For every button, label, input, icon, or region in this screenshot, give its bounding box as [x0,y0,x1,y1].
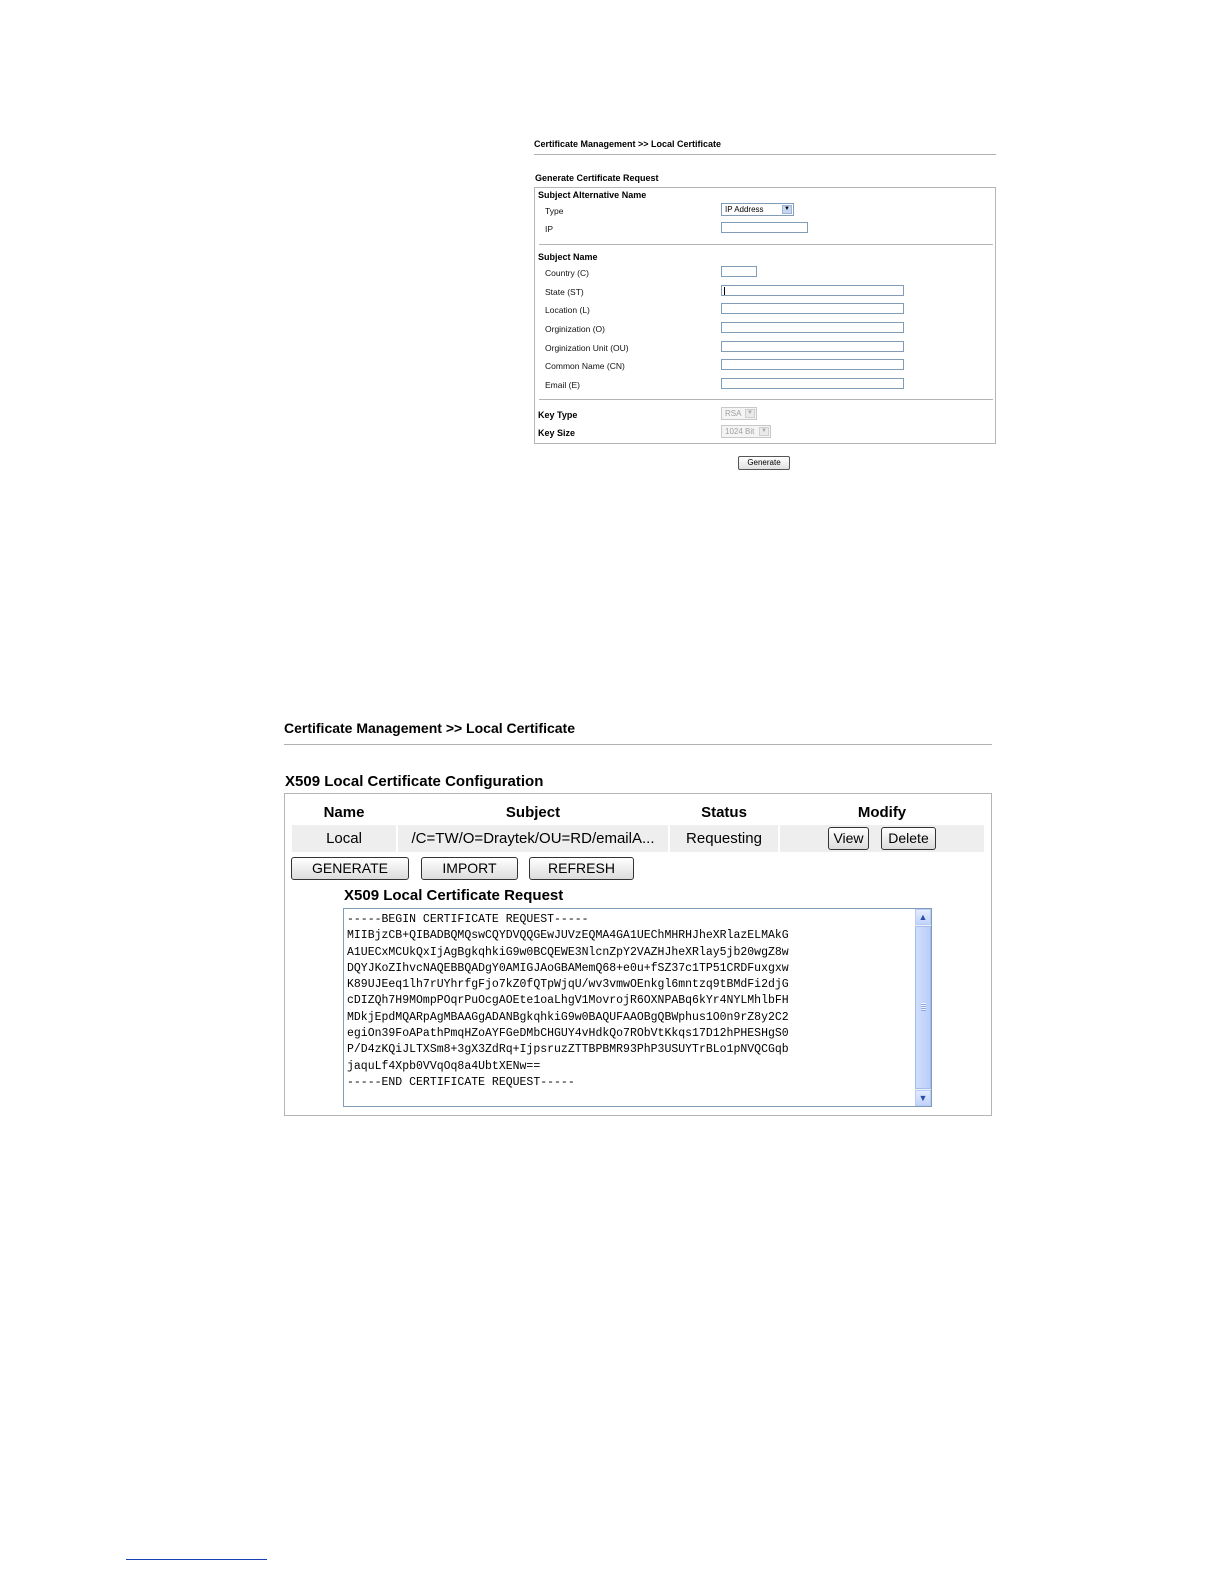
state-label: State (ST) [545,287,584,297]
country-input[interactable] [721,266,757,277]
refresh-button[interactable]: REFRESH [529,857,634,880]
scroll-thumb[interactable] [915,926,931,1089]
column-header-modify: Modify [857,804,907,821]
grip-icon [921,1003,926,1011]
chevron-down-icon: ▼ [782,205,792,214]
certificate-request-textarea[interactable] [343,908,932,1107]
column-header-subject: Subject [505,804,561,821]
subject-alt-name-title: Subject Alternative Name [538,190,647,200]
cell-name: Local [292,825,396,852]
table-row [292,825,984,852]
common-name-input[interactable] [721,359,904,370]
section-title: X509 Local Certificate Configuration [285,773,544,790]
state-input[interactable] [721,285,904,296]
location-label: Location (L) [545,305,590,315]
subject-name-title: Subject Name [538,252,598,262]
cell-subject: /C=TW/O=Draytek/OU=RD/emailA... [398,825,668,852]
type-label: Type [545,206,564,216]
column-header-status: Status [701,804,747,821]
generate-request-panel [534,139,996,467]
key-size-value: 1024 Bit [725,427,755,436]
scroll-up-icon[interactable]: ▲ [915,909,931,925]
ip-label: IP [545,224,554,234]
title-divider [284,744,992,745]
divider [539,244,993,245]
key-type-select [721,407,757,420]
common-name-label: Common Name (CN) [545,361,625,371]
footnote-divider [126,1559,267,1560]
ip-input[interactable] [721,222,808,233]
key-size-label: Key Size [538,428,576,438]
local-certificate-panel [284,720,992,1103]
email-input[interactable] [721,378,904,389]
generate-button[interactable]: Generate [738,456,790,470]
title-divider [534,154,996,155]
vertical-scrollbar[interactable] [915,909,931,1106]
request-title: X509 Local Certificate Request [344,887,564,904]
key-size-select [721,425,771,438]
type-select-value: IP Address [725,205,764,214]
column-header-name: Name [323,804,365,821]
section-title: Generate Certificate Request [535,173,659,183]
text-cursor [724,287,725,295]
organization-unit-input[interactable] [721,341,904,352]
certificate-config-box [284,793,992,1116]
email-label: Email (E) [545,380,580,390]
type-select[interactable] [721,203,794,216]
generate-request-form [534,187,996,444]
chevron-down-icon: ▼ [759,427,769,436]
cell-status: Requesting [670,825,778,852]
organization-input[interactable] [721,322,904,333]
generate-button[interactable]: GENERATE [291,857,409,880]
organization-label: Orginization (O) [545,324,605,334]
scroll-down-icon[interactable]: ▼ [915,1090,931,1106]
key-type-value: RSA [725,409,742,418]
breadcrumb: Certificate Management >> Local Certificate [284,720,575,736]
breadcrumb: Certificate Management >> Local Certificate [534,139,722,149]
import-button[interactable]: IMPORT [421,857,518,880]
chevron-down-icon: ▼ [745,409,755,418]
location-input[interactable] [721,303,904,314]
organization-unit-label: Orginization Unit (OU) [545,343,629,353]
certificate-request-text: -----BEGIN CERTIFICATE REQUEST----- MIIBjzCB+QIBADBQMQswCQYDVQQGEwJUVzEQMA4GA1UEChMHRHJheXRlazELMAkG A1UECxMCUkQxIjAgBgkqhkiG9w0BCQEWE3NlcnZpY2VAZHJheXRlay5jb20wgZ8w DQYJKoZIhvcNAQEBBQADgY0AMIGJAoGBAMemQ68+e0u+fSZ37c1TP51CRDFuxgxw K89UJEeq1lh7rUYhrfgFjo7kZ0fQTpWjqU/wv3vmwOEnkgl6mntzq9tBMdFi2djG cDIZQh7H9MOmpPOqrPuOcgAOEte1oaLhgV1MovrojR6OXNPABq6kYr4NYLMhlbFH MDkjEpdMQARpAgMBAAGgADANBgkqhkiG9w0BAQUFAAOBgQBWphus1O0n9rZ8y2C2 egiOn39FoAPathPmqHZoAYFGeDMbCHGUY4vHdkQo7RObVtKkqs17D12hPHESHgS0 P/D4zKQiJLTXSm8+3gX3ZdRq+IjpsruzZTTBPBMR93PhP3USUYTrBLo1pNVQCGqb jaquLf4Xpb0VVqOq8a4UbtXENw== -----END CERTIFICATE REQUEST----- [347,913,789,1089]
key-type-label: Key Type [538,410,578,420]
country-label: Country (C) [545,268,589,278]
delete-button[interactable]: Delete [881,827,936,850]
divider [539,399,993,400]
view-button[interactable]: View [828,827,869,850]
